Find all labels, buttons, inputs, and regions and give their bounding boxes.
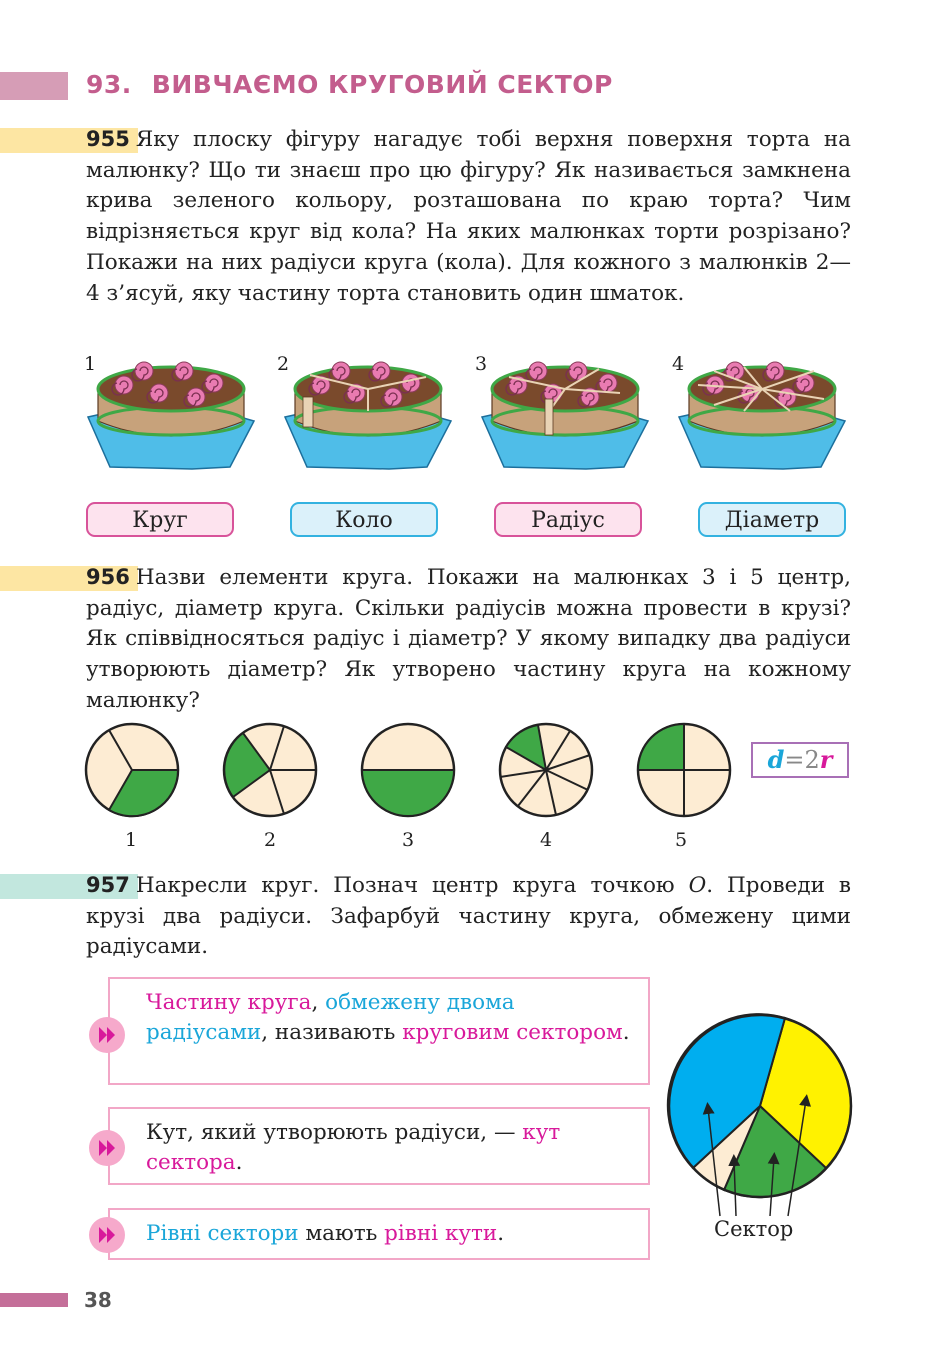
circle-5 (638, 724, 730, 816)
fast-forward-icon (89, 1217, 125, 1253)
point-o: O (688, 873, 707, 898)
rule-text: . (497, 1221, 505, 1246)
rule-angle (108, 1107, 650, 1185)
task-number: 955 (86, 127, 130, 151)
circle-3 (362, 724, 454, 816)
rule-text: Кут, який утворюють радіуси, — (146, 1120, 523, 1145)
section-number: 93. (86, 70, 132, 99)
rule-text: . (235, 1150, 243, 1175)
formula-two: 2 (804, 746, 820, 774)
formula-d: d (767, 745, 785, 774)
task-955 (86, 124, 851, 309)
fast-forward-icon (89, 1130, 125, 1166)
formula-r: r (819, 745, 833, 774)
cake-1 (88, 362, 254, 469)
term-diameter: Діаметр (698, 502, 846, 537)
circle-1 (86, 724, 178, 816)
rule-text: , (311, 990, 326, 1015)
rule-term-angle: кут сектора (146, 1120, 561, 1175)
rule-equal (108, 1208, 650, 1260)
task-text: Назви елементи круга. Покажи на малюнках 3 і 5 центр, радіус, діаметр круга. Скільки радіусів можна провести в крузі? Як співвідносяться радіус і діаметр? У якому випадку два радіуси утворюють діаметр? Як утворено частину круга на кожному малюнку? (86, 565, 851, 713)
task-956 (86, 562, 851, 717)
rule-text: мають (298, 1221, 385, 1246)
circle-label-3: 3 (402, 829, 415, 851)
cake-3 (482, 362, 648, 469)
term-kolo: Коло (290, 502, 438, 537)
rule-marker-3 (89, 1217, 125, 1253)
task-number: 956 (86, 565, 130, 589)
circle-label-1: 1 (125, 829, 138, 851)
rule-term-equal-sectors: Рівні сектори (146, 1221, 299, 1246)
circles-illustration (80, 720, 740, 824)
rule-term-part: Частину круга (146, 990, 312, 1015)
fast-forward-icon (89, 1017, 125, 1053)
sector-diagram (664, 1010, 856, 1220)
circle-4 (500, 724, 592, 816)
cake-4 (679, 362, 845, 469)
formula-box (751, 742, 849, 778)
term-radius: Радіус (494, 502, 642, 537)
cakes-illustration (84, 355, 854, 475)
circle-label-2: 2 (264, 829, 277, 851)
term-krug: Круг (86, 502, 234, 537)
circle-2 (224, 724, 316, 816)
page-title (86, 70, 613, 99)
title-accent-bar (0, 72, 68, 100)
task-957 (86, 870, 851, 963)
rule-text: , називають (261, 1020, 403, 1045)
cake-label-2: 2 (277, 353, 290, 375)
task-text-end: . Проведи в крузі два радіуси. Зафарбуй частину круга, обмежену цими радіусами. (86, 873, 851, 960)
rule-term-equal-angles: рівні кути (384, 1221, 498, 1246)
rule-term-bounded: обмежену двома радіусами (146, 990, 515, 1045)
cake-2 (285, 362, 451, 469)
rule-marker-1 (89, 1017, 125, 1053)
task-text: Яку плоску фігуру нагадує тобі верхня поверхня торта на малюнку? Що ти знаєш про цю фігуру? Як називається замкнена крива зеленого кольору, розташована по краю торта? Чим відрізняється круг від кола? На яких малюнках торти розрізано? Покажи на них радіуси круга (кола). Для кожного з малюнків 2—4 з’ясуй, яку частину торта становить один шматок. (86, 127, 851, 306)
page-number: 38 (84, 1288, 112, 1312)
rule-definition (108, 977, 650, 1085)
sector-label: Сектор (714, 1217, 794, 1241)
cake-label-4: 4 (672, 353, 685, 375)
page-number-bar (0, 1293, 68, 1307)
rule-marker-2 (89, 1130, 125, 1166)
formula-eq: = (784, 746, 805, 774)
circle-label-4: 4 (540, 829, 553, 851)
task-number: 957 (86, 873, 130, 897)
rule-text: . (622, 1020, 630, 1045)
circle-label-5: 5 (675, 829, 688, 851)
section-title: ВИВЧАЄМО КРУГОВИЙ СЕКТОР (151, 70, 613, 99)
task-text-start: Накресли круг. Познач центр круга точкою (135, 873, 689, 898)
rule-term-sector: круговим сектором (402, 1020, 623, 1045)
cake-label-1: 1 (84, 353, 97, 375)
cake-label-3: 3 (475, 353, 488, 375)
